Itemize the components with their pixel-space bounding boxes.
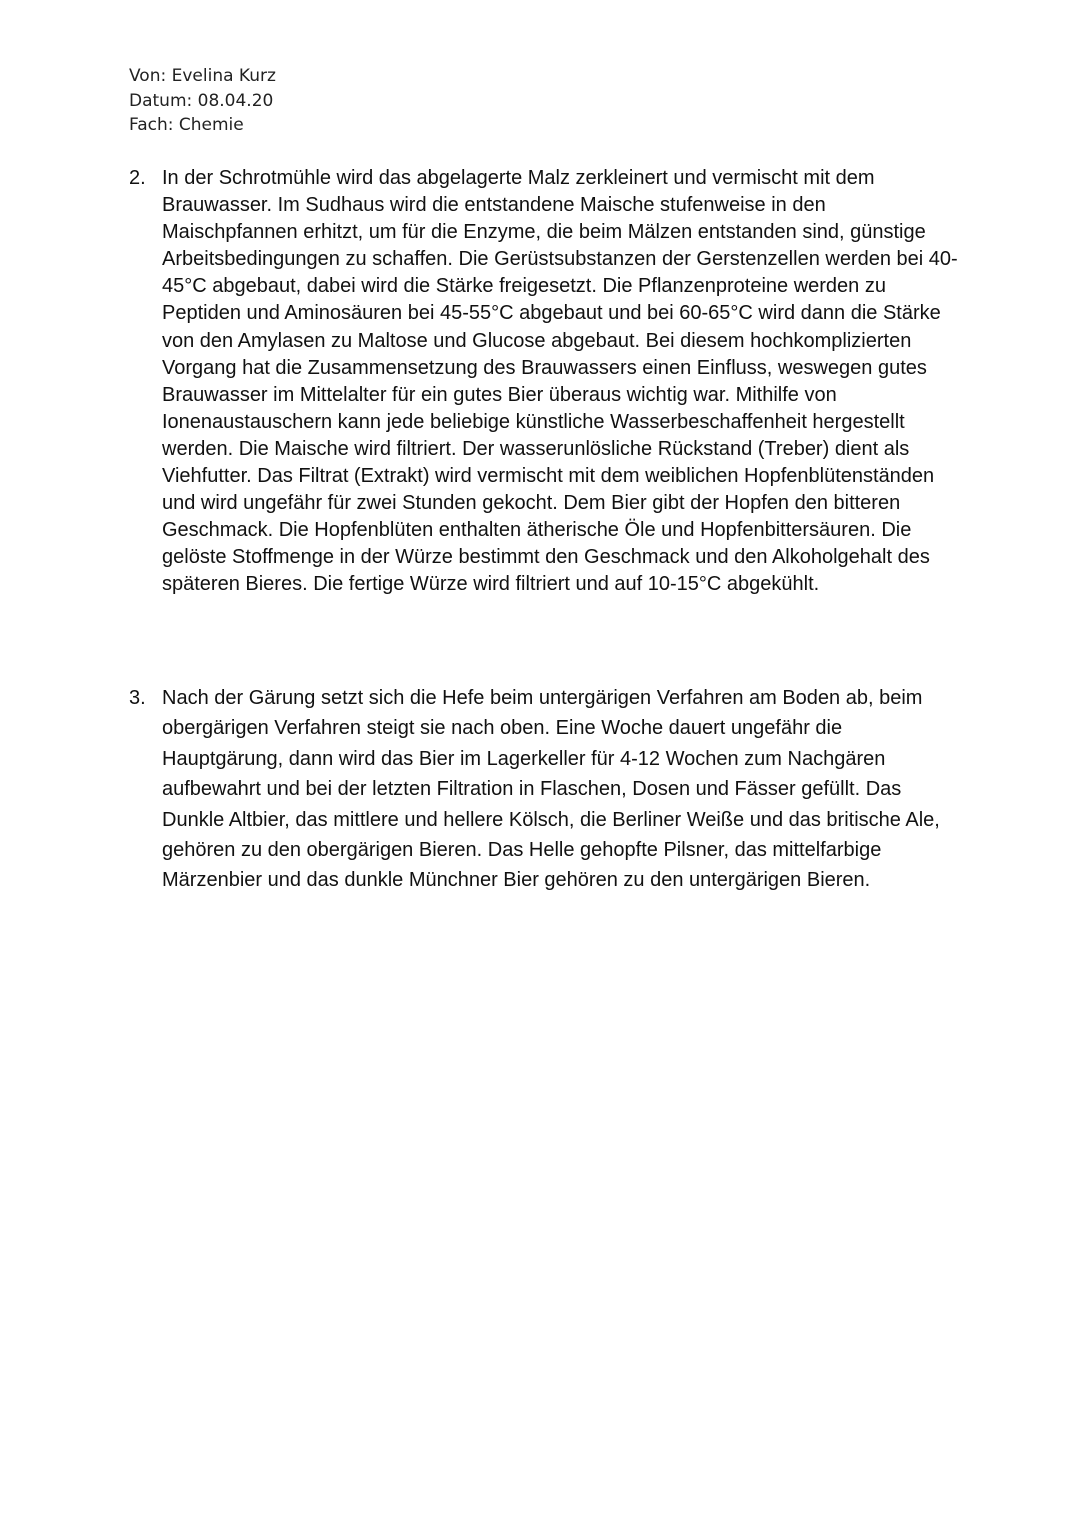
list-item [129,683,959,896]
list-item-number: 3. [129,687,146,709]
subject-line: Fach: Chemie [129,115,244,135]
date-line: Datum: 08.04.20 [129,90,274,111]
list-item [129,165,959,599]
list-item-number: 2. [129,167,146,189]
author-line: Von: Evelina Kurz [129,66,276,86]
document-header [129,64,276,138]
list-item-text: Nach der Gärung setzt sich die Hefe beim untergärigen Verfahren am Boden ab, beim obergärigen Verfahren steigt sie nach oben. Eine Woche dauert ungefähr die Hauptgärung, dann wird das Bier im Lagerkeller für 4-12 Wochen zum Nachgären aufbewahrt und bei der letzten Filtration in Flaschen, Dosen und Fässer gefüllt. Das Dunkle Altbier, das mittlere und hellere Kölsch, die Berliner Weiße und das britische Ale, gehören zu den obergärigen Bieren. Das Helle gehopfte Pilsner, das mittelfarbige Märzenbier und das dunkle Münchner Bier gehören zu den untergärigen Bieren. [162,687,940,892]
list-item-text: In der Schrotmühle wird das abgelagerte Malz zerkleinert und vermischt mit dem Brauwasser. Im Sudhaus wird die entstandene Maische stufenweise in den Maischpfannen erhitzt, um für die Enzyme, die beim Mälzen entstanden sind, günstige Arbeitsbedingungen zu schaffen. Die Gerüstsubstanzen der Gerstenzellen werden bei 40-45°C abgebaut, dabei wird die Stärke freigesetzt. Die Pflanzenproteine werden zu Peptiden und Aminosäuren bei 45-55°C abgebaut und bei 60-65°C wird dann die Stärke von den Amylasen zu Maltose und Glucose abgebaut. Bei diesem hochkomplizierten Vorgang hat die Zusammensetzung des Brauwassers einen Einfluss, weswegen gutes Brauwasser im Mittelalter für ein gutes Bier überaus wichtig war. Mithilfe von Ionenaustauschern kann jede beliebige künstliche Wasserbeschaffenheit hergestellt werden. Die Maische wird filtriert. Der wasserunlösliche Rückstand (Treber) dient als Viehfutter. Das Filtrat (Extrakt) wird vermischt mit dem weiblichen Hopfenblütenständen und wird ungefähr für zwei Stunden gekocht. Dem Bier gibt der Hopfen den bitteren Geschmack. Die Hopfenblüten enthalten ätherische Öle und Hopfenbittersäuren. Die gelöste Stoffmenge in der Würze bestimmt den Geschmack und den Alkoholgehalt des späteren Bieres. Die fertige Würze wird filtriert und auf 10-15°C abgekühlt. [162,167,958,596]
